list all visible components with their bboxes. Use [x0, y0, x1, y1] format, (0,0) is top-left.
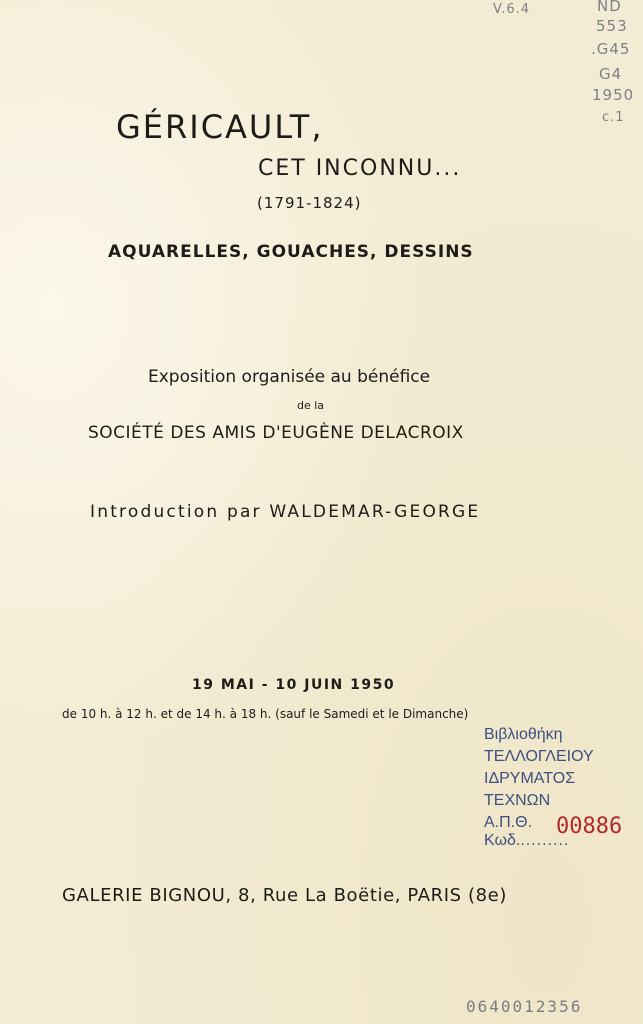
subtitle: AQUARELLES, GOUACHES, DESSINS	[108, 242, 474, 262]
pencil-notation: V.6.4	[493, 2, 531, 17]
library-stamp-line-5: Α.Π.Θ.	[484, 814, 533, 831]
call-number-line-3: .G45	[591, 40, 631, 58]
title-line-1: GÉRICAULT,	[116, 108, 324, 146]
exhibition-line-1: Exposition organisée au bénéfice	[148, 367, 431, 387]
call-number-line-1: ND	[597, 0, 622, 15]
title-line-2: CET INCONNU...	[258, 156, 462, 181]
call-number-line-2: 553	[596, 17, 628, 35]
library-stamp-line-1: Βιβλιοθήκη	[484, 726, 563, 743]
exhibition-dates: 19 MAI - 10 JUIN 1950	[192, 677, 396, 693]
library-stamp-code-label: Κωδ.	[484, 832, 521, 849]
call-number-line-6: c.1	[602, 110, 625, 125]
stamp-dotted-line: .........	[520, 832, 570, 849]
exhibition-line-2: de la	[297, 399, 325, 412]
call-number-line-4: G4	[599, 65, 623, 83]
barcode-number: 0640012356	[466, 997, 583, 1016]
exhibition-society: SOCIÉTÉ DES AMIS D'EUGÈNE DELACROIX	[88, 423, 464, 443]
library-stamp-line-2: ΤΕΛΛΟΓΛΕΙΟΥ	[484, 748, 594, 765]
title-years: (1791-1824)	[257, 194, 362, 212]
gallery-address: GALERIE BIGNOU, 8, Rue La Boëtie, PARIS (8e)	[62, 885, 507, 906]
introduction: Introduction par WALDEMAR-GEORGE	[90, 502, 481, 522]
library-stamp-line-4: ΤΕΧΝΩΝ	[484, 792, 551, 809]
library-stamp-number: 00886	[556, 814, 623, 839]
library-stamp-line-3: ΙΔΡΥΜΑΤΟΣ	[484, 770, 576, 787]
call-number-line-5: 1950	[592, 86, 635, 104]
opening-hours: de 10 h. à 12 h. et de 14 h. à 18 h. (sauf le Samedi et le Dimanche)	[62, 707, 469, 721]
